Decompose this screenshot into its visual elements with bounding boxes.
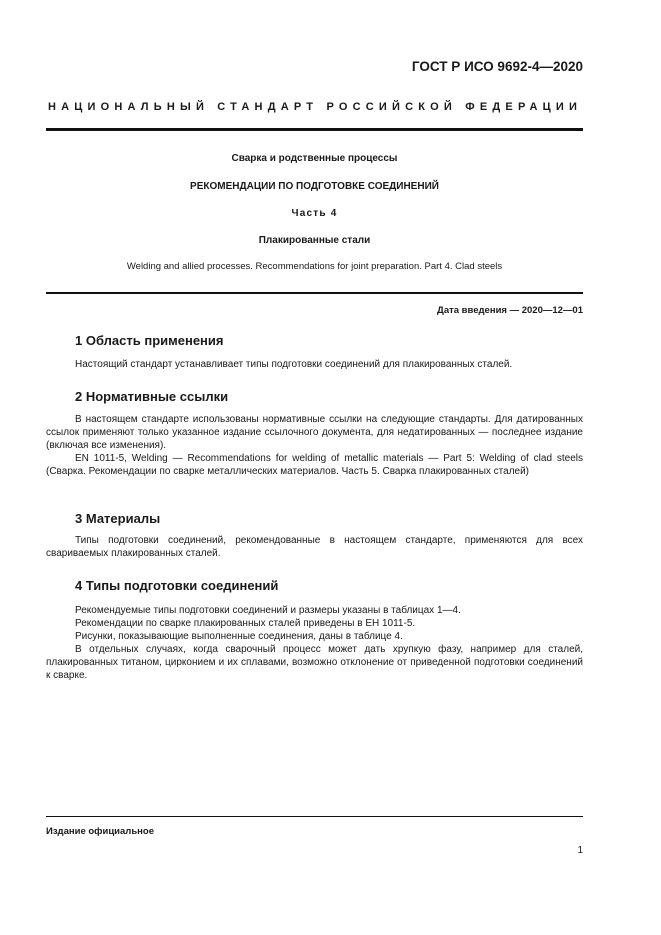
paragraph: Рекомендуемые типы подготовки соединений и размеры указаны в таблицах 1—4. [75, 605, 461, 616]
main-title: РЕКОМЕНДАЦИИ ПО ПОДГОТОВКЕ СОЕДИНЕНИЙ [190, 181, 439, 192]
paragraph: Рисунки, показывающие выполненные соединения, даны в таблице 4. [75, 631, 403, 642]
header-divider [46, 128, 583, 131]
paragraph: В настоящем стандарте использованы нормативные ссылки на следующие стандарты. Для датированных ссылок применяют только указанное издание ссылочного документа, для недатированных — последнее издание (включая все изменения). [46, 414, 583, 451]
part-title: Плакированные стали [258, 235, 371, 246]
page-number: 1 [577, 845, 583, 856]
paragraph: Рекомендации по сварке плакированных сталей приведены в ЕН 1011-5. [75, 618, 416, 629]
paragraph: Настоящий стандарт устанавливает типы подготовки соединений для плакированных сталей. [75, 359, 513, 370]
national-standard-banner: НАЦИОНАЛЬНЫЙ СТАНДАРТ РОССИЙСКОЙ ФЕДЕРАЦИИ [48, 101, 583, 113]
section-body-joint-types [46, 604, 583, 682]
standard-number: ГОСТ Р ИСО 9692-4—2020 [411, 59, 583, 74]
paragraph: Типы подготовки соединений, рекомендованные в настоящем стандарте, применяются для всех свариваемых плакированных сталей. [46, 535, 583, 559]
section-body-references [46, 413, 583, 478]
section-heading-references: 2 Нормативные ссылки [75, 389, 229, 404]
group-title: Сварка и родственные процессы [231, 153, 398, 164]
section-body-materials [46, 534, 583, 560]
edition-label: Издание официальное [46, 826, 154, 837]
section-heading-materials: 3 Материалы [75, 511, 161, 526]
section-body-scope [46, 358, 583, 371]
footer-divider [46, 816, 583, 817]
paragraph: EN 1011-5, Welding — Recommendations for welding of metallic materials — Part 5: Welding of clad steels (Сварка. Рекомендации по сварке металлических материалов. Часть 5. Сварка плакированных сталей) [46, 453, 583, 477]
section-heading-joint-types: 4 Типы подготовки соединений [75, 578, 279, 593]
paragraph: В отдельных случаях, когда сварочный процесс может дать хрупкую фазу, например для сталей, плакированных титаном, цирконием и их сплавами, возможно отклонение от приведенной подготовки соединений к сварке. [46, 644, 583, 681]
section-heading-scope: 1 Область применения [75, 333, 224, 348]
title-divider [46, 292, 583, 294]
part-label: Часть 4 [291, 208, 338, 219]
introduction-date: Дата введения — 2020—12—01 [437, 305, 583, 316]
english-title: Welding and allied processes. Recommendations for joint preparation. Part 4. Clad steels [126, 261, 503, 272]
